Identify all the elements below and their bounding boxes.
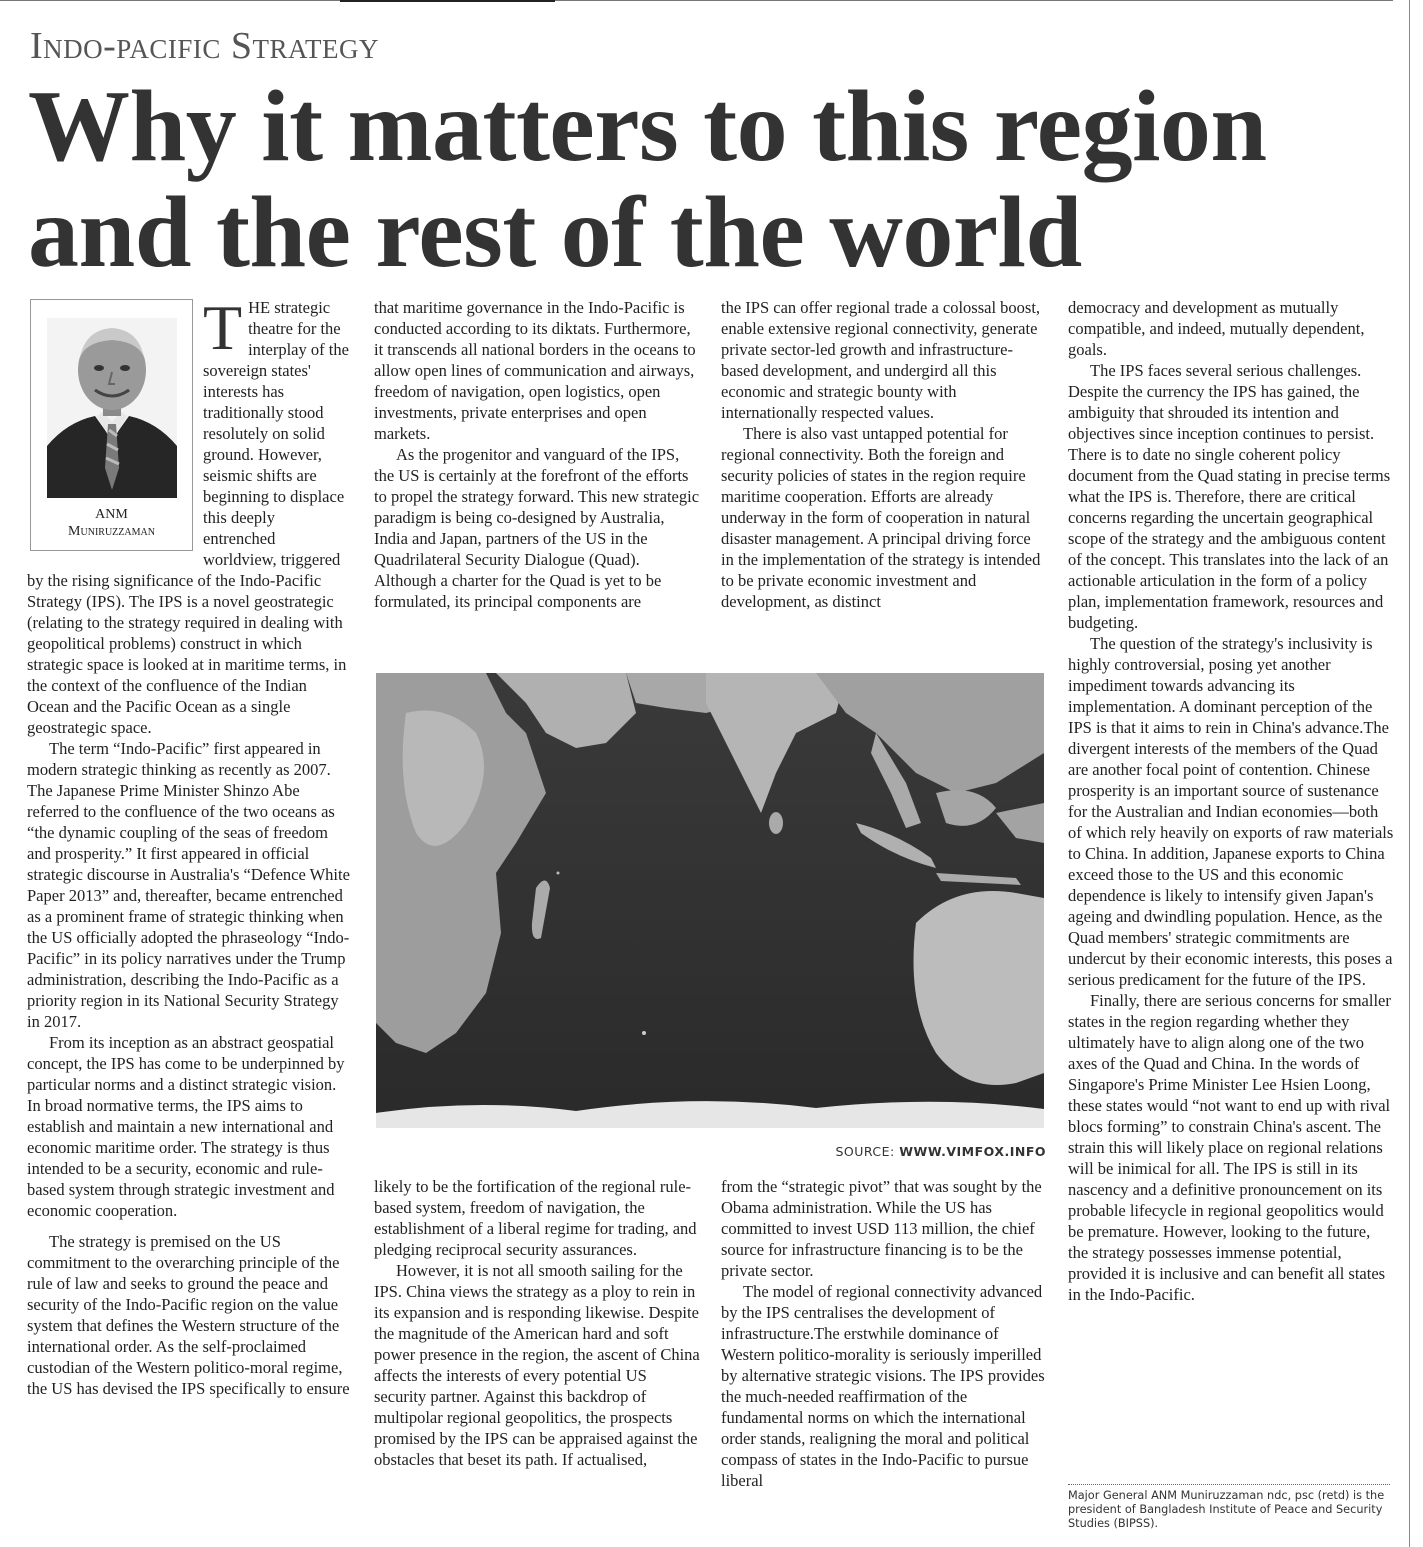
section-label-bar — [340, 0, 555, 2]
column-3-bottom — [721, 1176, 1047, 1491]
headline: Why it matters to this region and the rest of the world — [28, 70, 1267, 289]
paragraph: from the “strategic pivot” that was sought by the Obama administration. While the US has committed to invest USD 113 million, the chief source for infrastructure financing is to be the private sector. — [721, 1177, 1042, 1280]
author-first-name: ANM — [95, 507, 128, 522]
paragraph: The model of regional connectivity advanced by the IPS centralises the development of infrastructure.The erstwhile dominance of Western politico-morality is seriously imperilled by alternative strategic visions. The IPS provides the much-needed reaffirmation of the fundamental norms on which the international order stands, realigning the moral and political compass of states in the Indo-Pacific to pursue liberal — [721, 1282, 1045, 1490]
author-bio: Major General ANM Muniruzzaman ndc, psc (retd) is the president of Bangladesh Institute of Peace and Security Studies (BIPSS). — [1068, 1489, 1385, 1530]
paragraph: The question of the strategy's inclusivity is highly controversial, posing yet another impediment towards advancing its implementation. A dominant perception of the IPS is that it aims to rein in China's advance.The divergent interests of the members of the Quad are another focal point of contention. Chinese prosperity is an important source of sustenance for the Australian and Indian economies—both of which rely heavily on exports of raw materials to China. In addition, Japanese exports to China exceed those to the US and this economic dependence is likely to intensify given Japan's ageing and dwindling population. Hence, as the Quad members' strategic commitments are undercut by their economic interests, this poses a serious predicament for the future of the IPS. — [1068, 634, 1394, 989]
drop-cap: T — [203, 292, 243, 363]
author-last-name: Muniruzzaman — [68, 524, 155, 539]
photo-float-spacer — [27, 297, 203, 559]
indo-pacific-map-image — [376, 673, 1044, 1128]
paragraph: the IPS can offer regional trade a colossal boost, enable extensive regional connectivity, generate private sector-led growth and infrastructure-based development, and undergird all this economic and strategic bounty with internationally respected values. — [721, 298, 1041, 422]
page-edge-rule — [1409, 0, 1410, 1547]
image-credit — [376, 1144, 1046, 1159]
paragraph: As the progenitor and vanguard of the IPS, the US is certainly at the forefront of the efforts to propel the strategy forward. This new strategic paradigm is being co-designed by Australia, India and Japan, partners of the US in the Quadrilateral Security Dialogue (Quad). Although a charter for the Quad is yet to be formulated, its principal components are — [374, 445, 700, 611]
paragraph: From its inception as an abstract geospatial concept, the IPS has come to be underpinned by particular norms and a distinct strategic vision. In broad normative terms, the IPS aims to establish and maintain a new international and economic maritime order. The strategy is thus intended to be a security, economic and rule-based system through strategic investment and economic cooperation. — [27, 1033, 345, 1220]
kicker: Indo-pacific Strategy — [30, 25, 379, 67]
paragraph: The term “Indo-Pacific” first appeared in modern strategic thinking as recently as 2007. The Japanese Prime Minister Shinzo Abe referred to the confluence of the two oceans as “the dynamic coupling of the seas of freedom and prosperity.” It first appeared in official strategic discourse in Australia's “Defence White Paper 2013” and, thereafter, became entrenched as a prominent frame of strategic thinking when the US officially adopted the phraseology “Indo-Pacific” in its policy narratives under the Trump administration, describing the Indo-Pacific as a priority region in its National Security Strategy in 2017. — [27, 739, 350, 1031]
section-header-rule — [0, 0, 1393, 7]
paragraph: The IPS faces several serious challenges. Despite the currency the IPS has gained, the ambiguity that shrouded its intention and objectives since inception continues to persist. There is to date no single coherent policy document from the Quad stating in precise terms what the IPS is. Therefore, there are critical concerns regarding the uncertain geographical scope of the strategy and the ambiguous content of the concept. This translates into the lack of an actionable articulation in the form of a policy plan, implementation framework, resources and budgeting. — [1068, 361, 1391, 632]
paragraph: likely to be the fortification of the regional rule-based system, freedom of navigation, the establishment of a liberal regime for trading, and pledging reciprocal security assurances. — [374, 1177, 697, 1259]
paragraph-text: HE strategic theatre for the interplay of the sovereign states' interests has traditionally stood resolutely on solid ground. However, seismic shifts are beginning to displace this deeply entrenched worldview, triggered by the rising significance of the Indo-Pacific Strategy (IPS). The IPS is a novel geostrategic (relating to the strategy required in dealing with geopolitical problems) construct in which strategic space is looked at in maritime terms, in the context of the confluence of the Indian Ocean and the Pacific Ocean as a single geostrategic space. — [27, 298, 349, 737]
column-2-bottom — [374, 1176, 700, 1470]
column-1 — [27, 292, 351, 1399]
paragraph: However, it is not all smooth sailing for the IPS. China views the strategy as a ploy to rein in its expansion and is responding likewise. Despite the magnitude of the American hard and soft power presence in the region, the ascent of China affects the interests of every potential US security partner. Against this backdrop of multipolar regional geopolitics, the prospects promised by the IPS can be appraised against the obstacles that beset its path. If actualised, — [374, 1261, 700, 1469]
paragraph: The strategy is premised on the US commitment to the overarching principle of the rule of law and seeks to ground the peace and security of the Indo-Pacific region on the value system that defines the Western structure of the international order. As the self-proclaimed custodian of the Western politico-moral regime, the US has devised the IPS specifically to ensure — [27, 1232, 350, 1398]
bio-divider — [1068, 1484, 1390, 1485]
column-3-top — [721, 297, 1047, 612]
image-credit-prefix: SOURCE: — [835, 1144, 895, 1159]
column-4 — [1068, 297, 1394, 1305]
column-2-top — [374, 297, 700, 612]
image-credit-site: WWW.VIMFOX.INFO — [899, 1144, 1046, 1159]
paragraph: Finally, there are serious concerns for smaller states in the region regarding whether they ultimately have to align along one of the two axes of the Quad and China. In the words of Singapore's Prime Minister Lee Hsien Loong, these states would “not want to end up with rival blocs forming” to constrain China's ascent. The strain this will likely place on regional relations will be inimical for all. The IPS is still in its nascency and a definitive pronouncement on its probable lifecycle in regional geopolitics would be premature. However, looking to the future, the strategy possesses immense potential, provided it is inclusive and can benefit all states in the Indo-Pacific. — [1068, 991, 1391, 1304]
paragraph: There is also vast untapped potential for regional connectivity. Both the foreign and security policies of states in the region require maritime cooperation. Efforts are already underway in the form of cooperation in natural disaster management. A principal driving force in the implementation of the strategy is intended to be private economic investment and development, as distinct — [721, 424, 1041, 611]
paragraph: that maritime governance in the Indo-Pacific is conducted according to its diktats. Furthermore, it transcends all national borders in the oceans to allow open lines of communication and airways, freedom of navigation, open logistics, open investments, private enterprises and open markets. — [374, 298, 696, 443]
paragraph: democracy and development as mutually compatible, and indeed, mutually dependent, goals. — [1068, 298, 1365, 359]
